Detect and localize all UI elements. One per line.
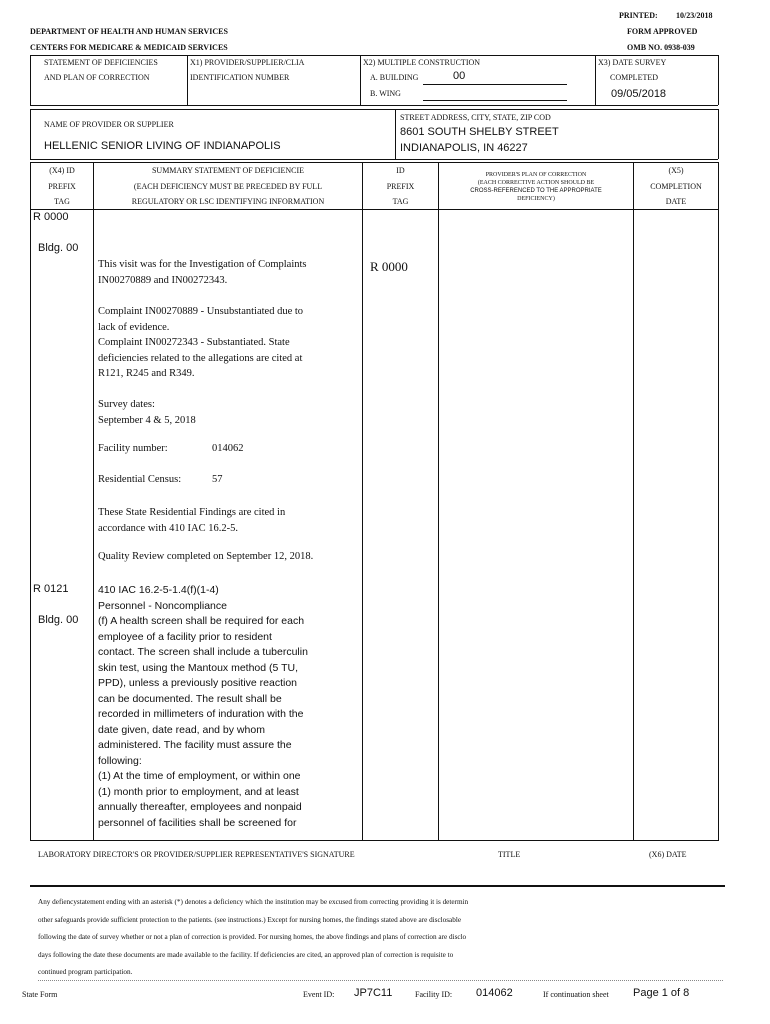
col-summary-2: (EACH DEFICIENCY MUST BE PRECEDED BY FULL xyxy=(133,182,323,191)
x2-wing-label: B. WING xyxy=(370,89,401,98)
x2-building-value: 00 xyxy=(453,70,466,82)
col-id-3: TAG xyxy=(392,197,409,206)
col-plan-1: PROVIDER'S PLAN OF CORRECTION xyxy=(485,172,587,178)
form-approved: FORM APPROVED xyxy=(627,27,698,36)
facility-number-label: Facility number: xyxy=(98,443,168,454)
prefix-tag-1: R 0000 xyxy=(33,211,69,223)
city-state-zip: INDIANAPOLIS, IN 46227 xyxy=(400,142,528,154)
col-plan-3: CROSS-REFERENCED TO THE APPROPRIATE xyxy=(470,188,602,194)
id-prefix-tag-1: R 0000 xyxy=(370,259,408,274)
state-form-label: State Form xyxy=(22,990,58,999)
signature-label: LABORATORY DIRECTOR'S OR PROVIDER/SUPPLIER REPRESENTATIVE'S SIGNATURE xyxy=(38,850,355,859)
provider-name-label: NAME OF PROVIDER OR SUPPLIER xyxy=(44,120,174,129)
cms-title: CENTERS FOR MEDICARE & MEDICAID SERVICES xyxy=(30,43,228,52)
building-tag-1: Bldg. 00 xyxy=(38,242,79,254)
street-address: 8601 SOUTH SHELBY STREET xyxy=(400,126,559,138)
title-label: TITLE xyxy=(498,850,521,859)
col-id-2: PREFIX xyxy=(386,182,415,191)
facility-number-value: 014062 xyxy=(212,443,244,454)
facility-id-label: Facility ID: xyxy=(415,990,453,999)
statement-label-2: AND PLAN OF CORRECTION xyxy=(44,73,150,82)
survey-dates: Survey dates: September 4 & 5, 2018 xyxy=(98,399,196,426)
col-x5-1: (X5) xyxy=(668,166,684,175)
x2-building-label: A. BUILDING xyxy=(370,73,419,82)
omb-number: OMB NO. 0938-039 xyxy=(627,43,695,52)
building-tag-2: Bldg. 00 xyxy=(38,614,79,626)
col-x5-2: COMPLETION xyxy=(650,182,702,191)
col-x4-1: (X4) ID xyxy=(49,166,75,175)
summary-para-1: This visit was for the Investigation of Complaints IN00270889 and IN00272343. xyxy=(98,259,307,286)
x2-label: X2) MULTIPLE CONSTRUCTION xyxy=(363,58,481,67)
x6-date-label: (X6) DATE xyxy=(649,850,687,859)
col-x4-3: TAG xyxy=(54,197,70,206)
col-plan-4: DEFICIENCY) xyxy=(517,196,555,202)
footnote-divider xyxy=(38,980,723,981)
x3-date: 09/05/2018 xyxy=(611,88,667,100)
event-id-value: JP7C11 xyxy=(354,987,393,999)
prefix-tag-2: R 0121 xyxy=(33,583,69,595)
summary-para-4: These State Residential Findings are cited in accordance with 410 IAC 16.2-5. xyxy=(98,507,286,534)
department-title: DEPARTMENT OF HEALTH AND HUMAN SERVICES xyxy=(30,27,228,36)
x1-label-2: IDENTIFICATION NUMBER xyxy=(190,73,290,82)
statement-label-1: STATEMENT OF DEFICIENCIES xyxy=(44,58,158,67)
x3-label-2: COMPLETED xyxy=(610,73,658,82)
col-x5-3: DATE xyxy=(665,197,687,206)
facility-id-value: 014062 xyxy=(476,987,513,999)
regulation-text: 410 IAC 16.2-5-1.4(f)(1-4) Personnel - Noncompliance (f) A health screen shall be required for each employee of a facility prior to resident contact. The screen shall include a tuberculin skin test, using the Mantoux method (5 TU, PPD), unless a previously positive reaction can be documented. The result shall be recorded in millimeters of induration with the date given, date read, and by whom administered. The facility must assure the following: (1) At the time of employment, or within one (1) month prior to employment, and at least annually thereafter, employees and nonpaid personnel of facilities shall be screened for xyxy=(98,584,308,829)
col-x4-2: PREFIX xyxy=(48,182,76,191)
col-id-1: ID xyxy=(396,166,405,175)
provider-name: HELLENIC SENIOR LIVING OF INDIANAPOLIS xyxy=(44,140,281,152)
x1-label-1: X1) PROVIDER/SUPPLIER/CLIA xyxy=(190,58,305,67)
quality-review: Quality Review completed on September 12, 2018. xyxy=(98,551,314,562)
col-summary-1: SUMMARY STATEMENT OF DEFICIENCIE xyxy=(151,166,305,175)
x3-label-1: X3) DATE SURVEY xyxy=(598,58,667,67)
printed-date: 10/23/2018 xyxy=(676,11,713,20)
census-label: Residential Census: xyxy=(98,474,182,485)
footnote: Any defiencystatement ending with an asterisk (*) denotes a deficiency which the institution may be excused from correcting providing it is determin other safeguards provide sufficient protection to the patients. (see instructions.) Except for nursing homes, the findings stated above are disclosable following the date of survey whether or not a plan of correction is provided. For nursing homes, the above findings and plans of correction are disclo days following the date these documents are made available to the facility. If deficiencies are cited, an approved plan of correction is requisite to continued program participation. xyxy=(38,898,469,976)
census-value: 57 xyxy=(212,474,223,485)
address-label: STREET ADDRESS, CITY, STATE, ZIP COD xyxy=(400,113,551,122)
col-plan-2: (EACH CORRECTIVE ACTION SHOULD BE xyxy=(477,180,595,186)
printed-label: PRINTED: xyxy=(619,11,658,20)
page-number: Page 1 of 8 xyxy=(633,987,690,999)
summary-para-2: Complaint IN00270889 - Unsubstantiated due to lack of evidence. Complaint IN00272343 - Substantiated. State deficiencies related to the allegations are cited at R121, R245 and R349. xyxy=(98,306,304,379)
col-summary-3: REGULATORY OR LSC IDENTIFYING INFORMATION xyxy=(131,197,325,206)
continuation-label: If continuation sheet xyxy=(543,990,609,999)
event-id-label: Event ID: xyxy=(303,990,335,999)
